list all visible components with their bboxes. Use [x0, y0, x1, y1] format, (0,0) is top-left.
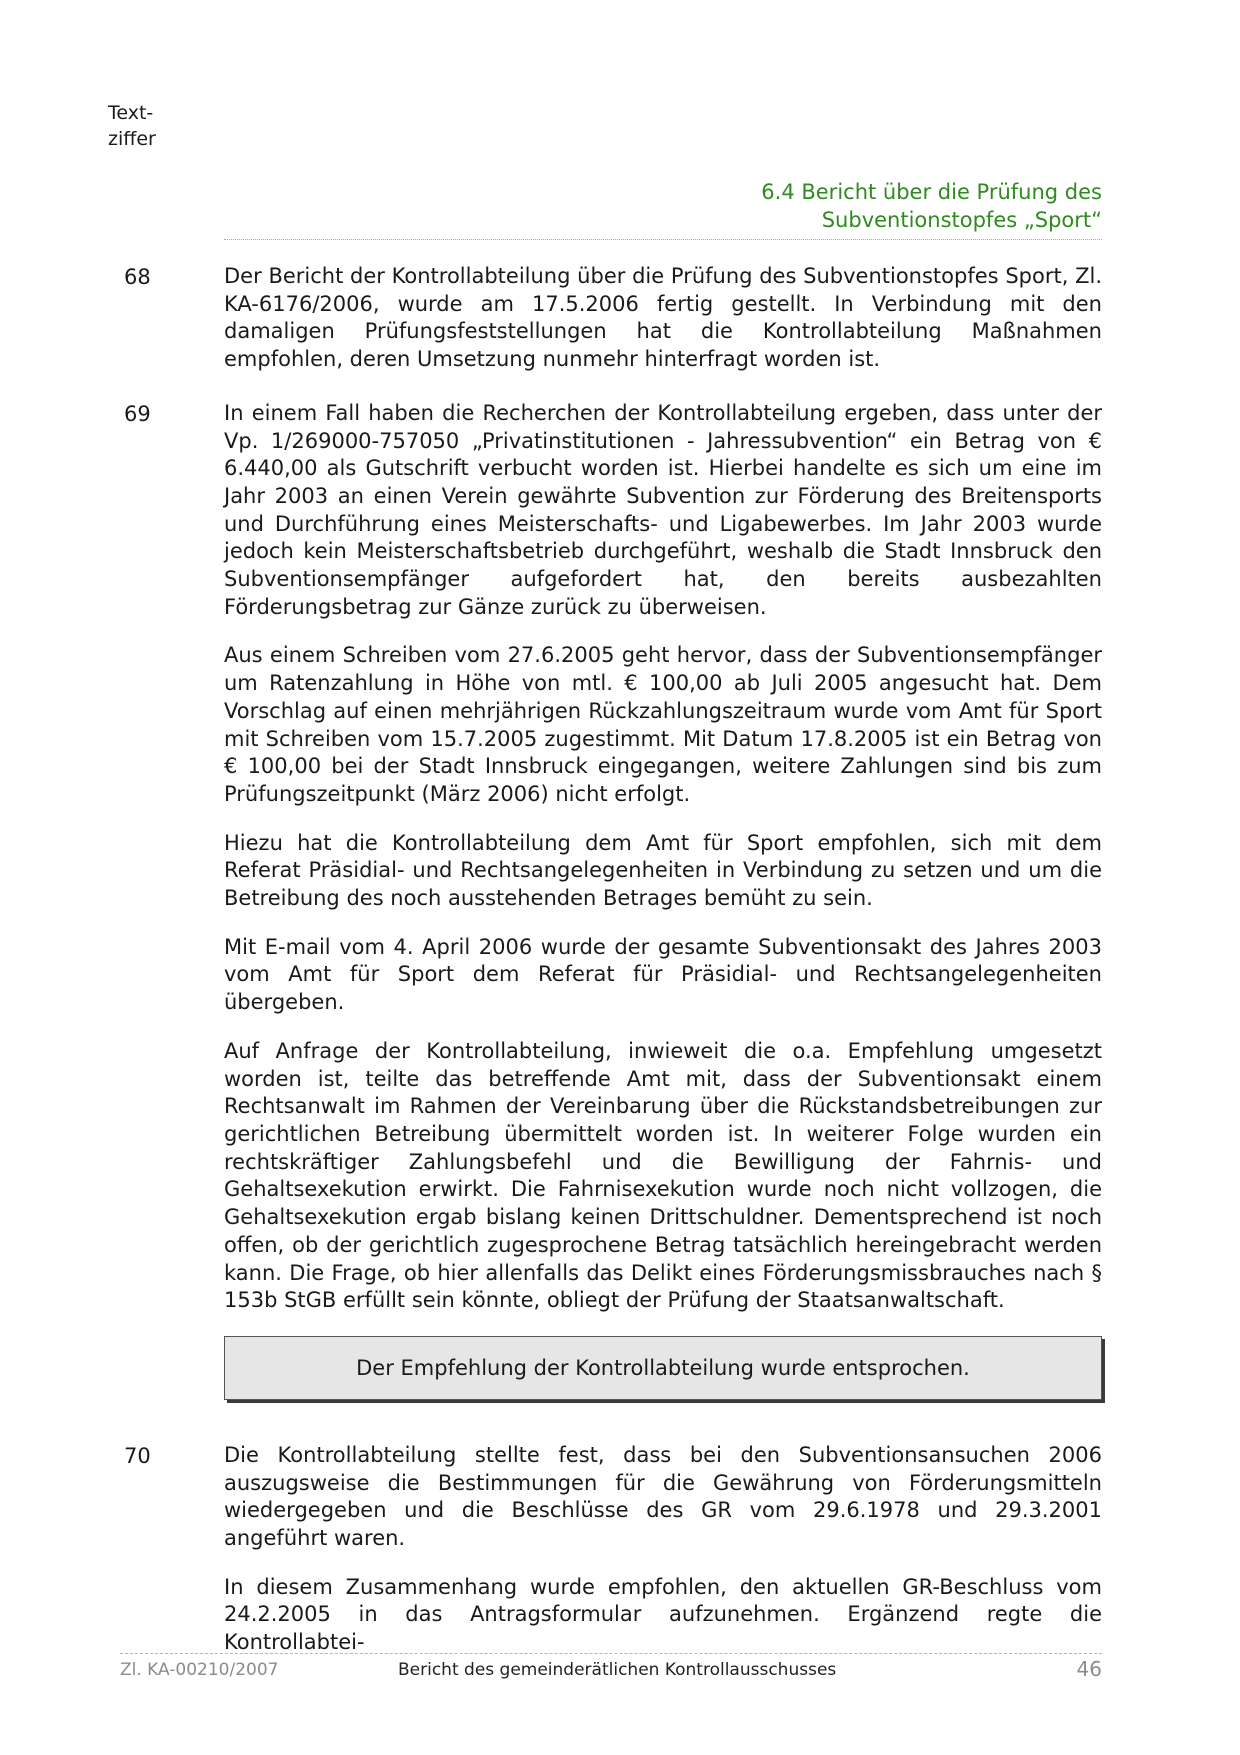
textziffer-number: 70 [124, 1443, 151, 1468]
heading-divider [224, 239, 1102, 240]
paragraph: Der Bericht der Kontrollabteilung über die Prüfung des Subventionstopfes Sport, Zl. KA-6176/2006, wurde am 17.5.2006 fertig gestellt. In Verbindung mit den damaligen Prüfungsfeststellungen hat die Kontrollabteilung Maßnahmen empfohlen, deren Umsetzung nunmehr hinterfragt worden ist. [224, 264, 1102, 372]
recommendation-status-text: Der Empfehlung der Kontrollabteilung wurde entsprochen. [356, 1355, 970, 1380]
footer-divider [120, 1653, 1102, 1654]
textziffer-70 [120, 1442, 1102, 1657]
report-body [120, 263, 1102, 1678]
recommendation-status-box [224, 1336, 1102, 1400]
textziffer-margin-label [108, 100, 156, 152]
section-heading-line2: Subventionstopfes „Sport“ [821, 208, 1102, 232]
section-heading-line1: 6.4 Bericht über die Prüfung des [761, 180, 1102, 204]
margin-label-line1: Text- [108, 102, 154, 124]
paragraph: Aus einem Schreiben vom 27.6.2005 geht hervor, dass der Subventionsempfänger um Ratenzahlung in Höhe von mtl. € 100,00 ab Juli 2005 angesucht hat. Dem Vorschlag auf einen mehrjährigen Rückzahlungszeitraum wurde vom Amt für Sport mit Schreiben vom 15.7.2005 zugestimmt. Mit Datum 17.8.2005 ist ein Betrag von € 100,00 bei der Stadt Innsbruck eingegangen, weitere Zahlungen sind bis zum Prüfungszeitpunkt (März 2006) nicht erfolgt. [224, 643, 1102, 806]
section-heading [542, 178, 1102, 234]
textziffer-number: 68 [124, 265, 151, 289]
textziffer-68 [120, 263, 1102, 374]
page-number: 46 [1076, 1657, 1102, 1681]
footer-title: Bericht des gemeinderätlichen Kontrollausschusses [398, 1660, 837, 1680]
paragraph: Auf Anfrage der Kontrollabteilung, inwieweit die o.a. Empfehlung umgesetzt worden ist, teilte das betreffende Amt mit, dass der Subventionsakt einem Rechtsanwalt im Rahmen der Vereinbarung über die Rückstandsbetreibungen zur gerichtlichen Betreibung übermittelt worden ist. In weiterer Folge wurden ein rechtskräftiger Zahlungsbefehl und die Bewilligung der Fahrnis- und Gehaltsexekution erwirkt. Die Fahrnisexekution wurde noch nicht vollzogen, die Gehaltsexekution ergab bislang keinen Drittschuldner. Dementsprechend ist noch offen, ob der gerichtlich zugesprochene Betrag tatsächlich hereingebracht werden kann. Die Frage, ob hier allenfalls das Delikt eines Förderungsmissbrauches nach § 153b StGB erfüllt sein könnte, obliegt der Prüfung der Staatsanwaltschaft. [224, 1038, 1102, 1313]
paragraph: In diesem Zusammenhang wurde empfohlen, den aktuellen GR-Beschluss vom 24.2.2005 in das Antragsformular aufzunehmen. Ergänzend regte die Kontrollabtei- [224, 1574, 1102, 1655]
textziffer-69 [120, 400, 1102, 1400]
margin-label-line2: ziffer [108, 128, 156, 150]
footer-reference: Zl. KA-00210/2007 [120, 1660, 279, 1680]
page-footer [120, 1657, 1102, 1686]
textziffer-number: 69 [124, 401, 151, 426]
paragraph: In einem Fall haben die Recherchen der Kontrollabteilung ergeben, dass unter der Vp. 1/269000-757050 „Privatinstitutionen - Jahressubvention“ ein Betrag von € 6.440,00 als Gutschrift verbucht worden ist. Hierbei handelte es sich um eine im Jahr 2003 an einen Verein gewährte Subvention zur Förderung des Breitensports und Durchführung eines Meisterschafts- und Ligabewerbes. Im Jahr 2003 wurde jedoch kein Meisterschaftsbetrieb durchgeführt, weshalb die Stadt Innsbruck den Subventionsempfänger aufgefordert hat, den bereits ausbezahlten Förderungsbetrag zur Gänze zurück zu überweisen. [224, 400, 1102, 619]
paragraph: Hiezu hat die Kontrollabteilung dem Amt für Sport empfohlen, sich mit dem Referat Präsidial- und Rechtsangelegenheiten in Verbindung zu setzen und um die Betreibung des noch ausstehenden Betrages bemüht zu sein. [224, 830, 1102, 911]
paragraph: Die Kontrollabteilung stellte fest, dass bei den Subventionsansuchen 2006 auszugsweise die Bestimmungen für die Gewährung von Förderungsmitteln wiedergegeben und die Beschlüsse des GR vom 29.6.1978 und 29.3.2001 angeführt waren. [224, 1442, 1102, 1551]
paragraph: Mit E-mail vom 4. April 2006 wurde der gesamte Subventionsakt des Jahres 2003 vom Amt für Sport dem Referat für Präsidial- und Rechtsangelegenheiten übergeben. [224, 934, 1102, 1015]
